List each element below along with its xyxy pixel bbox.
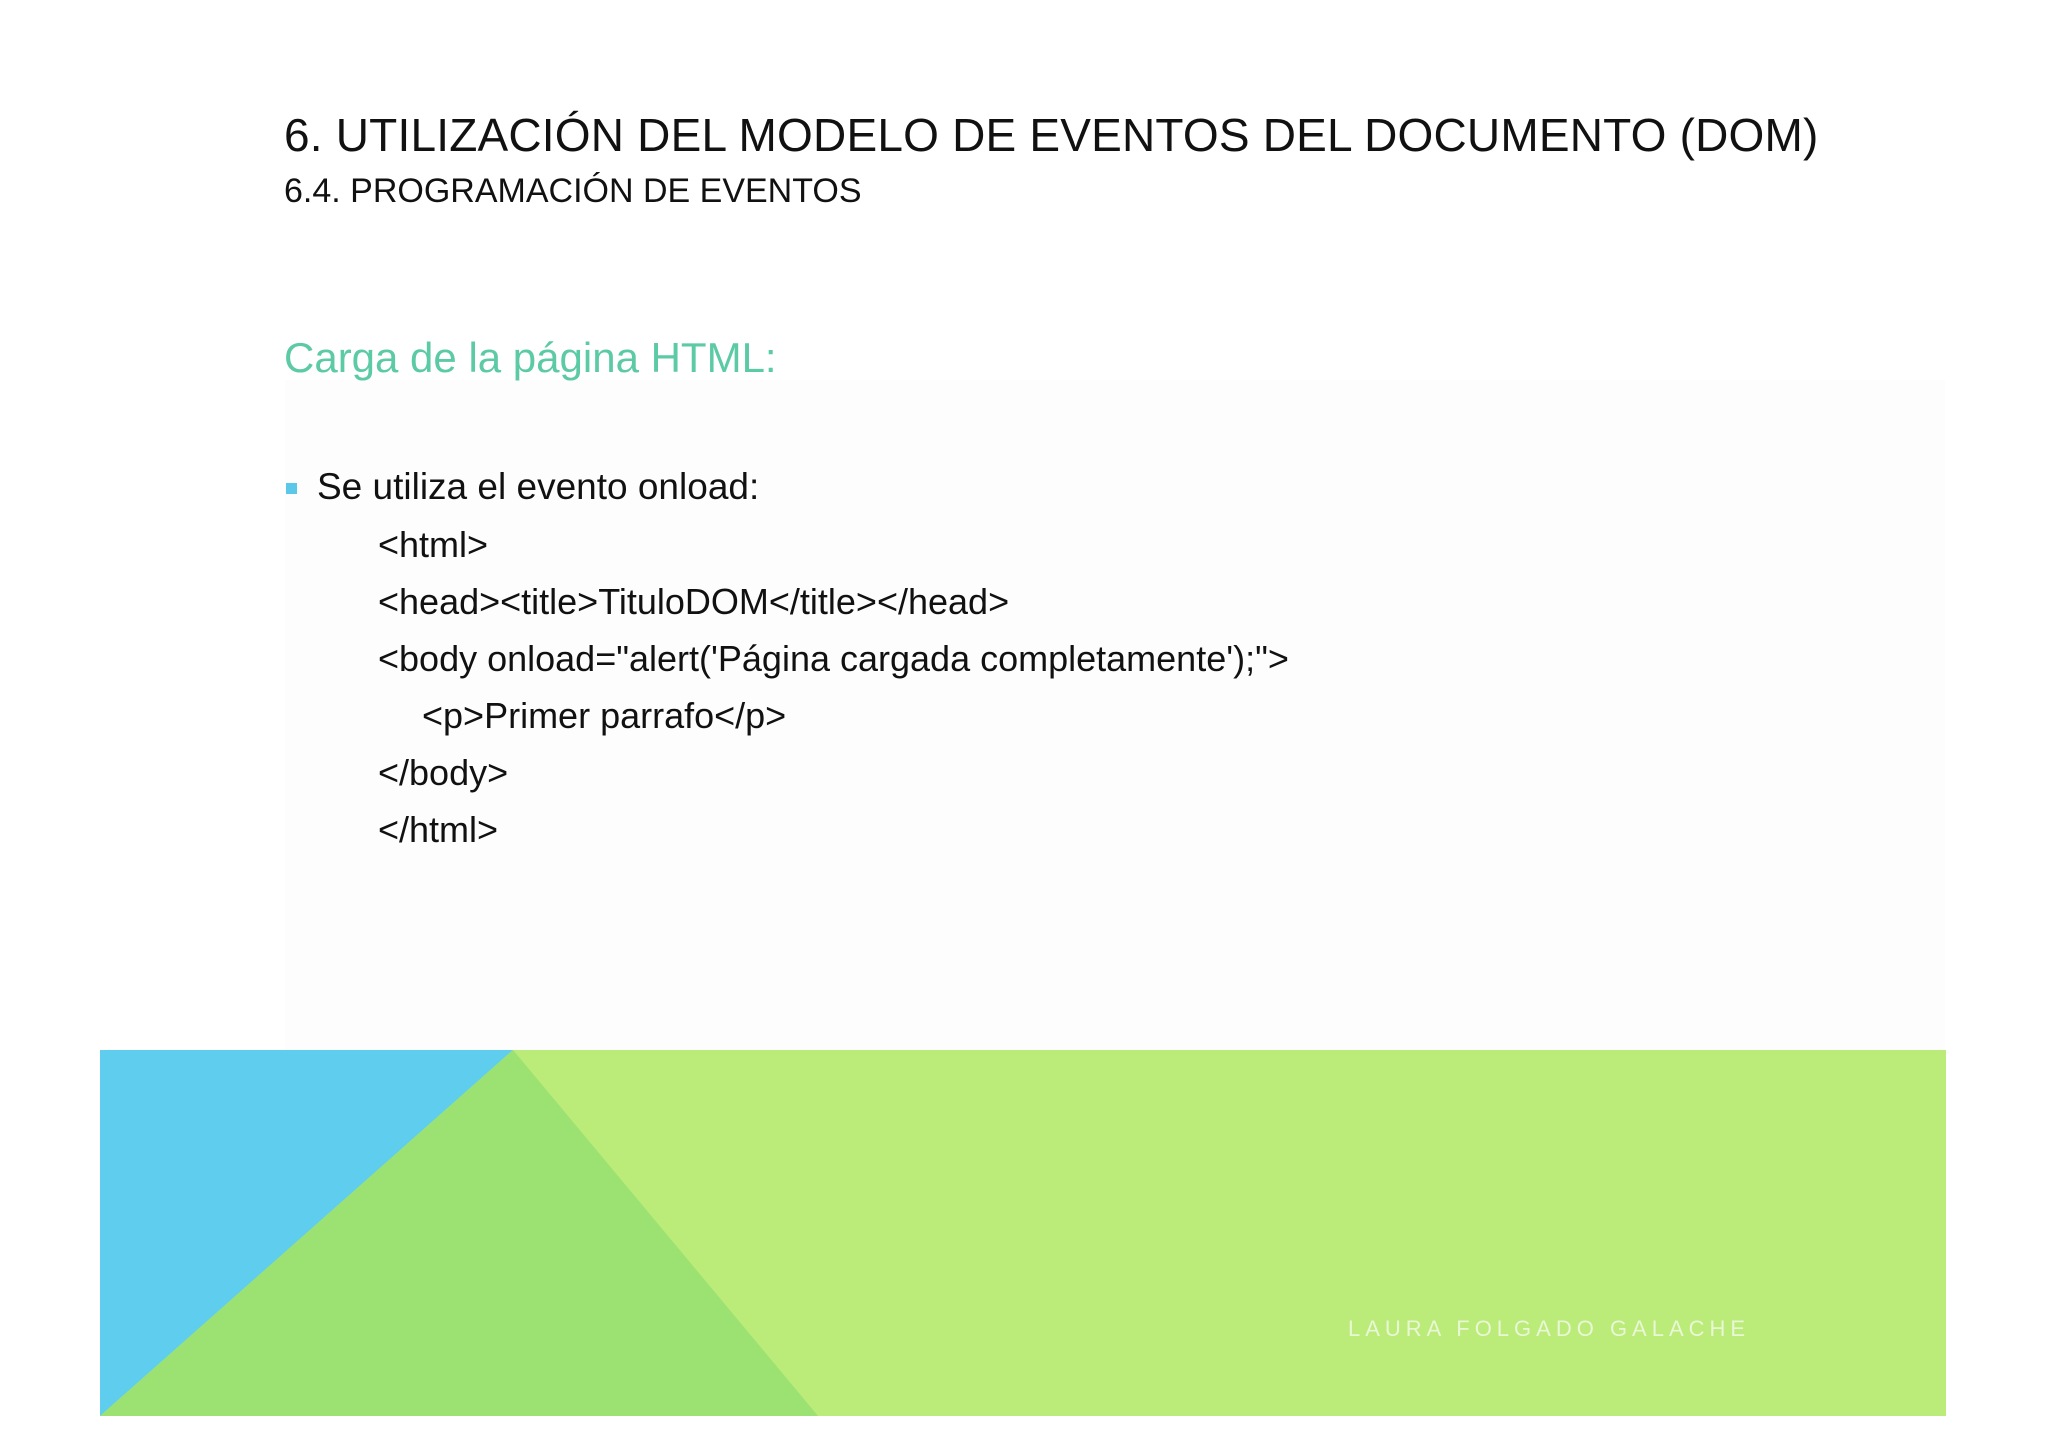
code-line-body-close: </body> bbox=[378, 752, 509, 793]
author-name: LAURA FOLGADO GALACHE bbox=[1348, 1316, 1751, 1341]
bullet-item bbox=[286, 466, 759, 508]
square-bullet-icon bbox=[286, 483, 297, 494]
slide-subtitle: 6.4. PROGRAMACIÓN DE EVENTOS bbox=[284, 172, 862, 210]
code-line-paragraph: <p>Primer parrafo</p> bbox=[422, 695, 787, 736]
footer-shapes bbox=[100, 1050, 1946, 1416]
code-line-head: <head><title>TituloDOM</title></head> bbox=[378, 581, 1010, 622]
footer-decoration bbox=[100, 1050, 1946, 1416]
bullet-text: Se utiliza el evento onload: bbox=[317, 466, 760, 507]
code-line-html-close: </html> bbox=[378, 809, 499, 850]
section-heading: Carga de la página HTML: bbox=[284, 334, 777, 381]
code-line-html-open: <html> bbox=[378, 524, 489, 565]
code-line-body-open: <body onload="alert('Página cargada completamente');"> bbox=[378, 638, 1289, 679]
slide-title: 6. UTILIZACIÓN DEL MODELO DE EVENTOS DEL DOCUMENTO (DOM) bbox=[284, 109, 1819, 161]
code-example bbox=[378, 516, 1289, 858]
